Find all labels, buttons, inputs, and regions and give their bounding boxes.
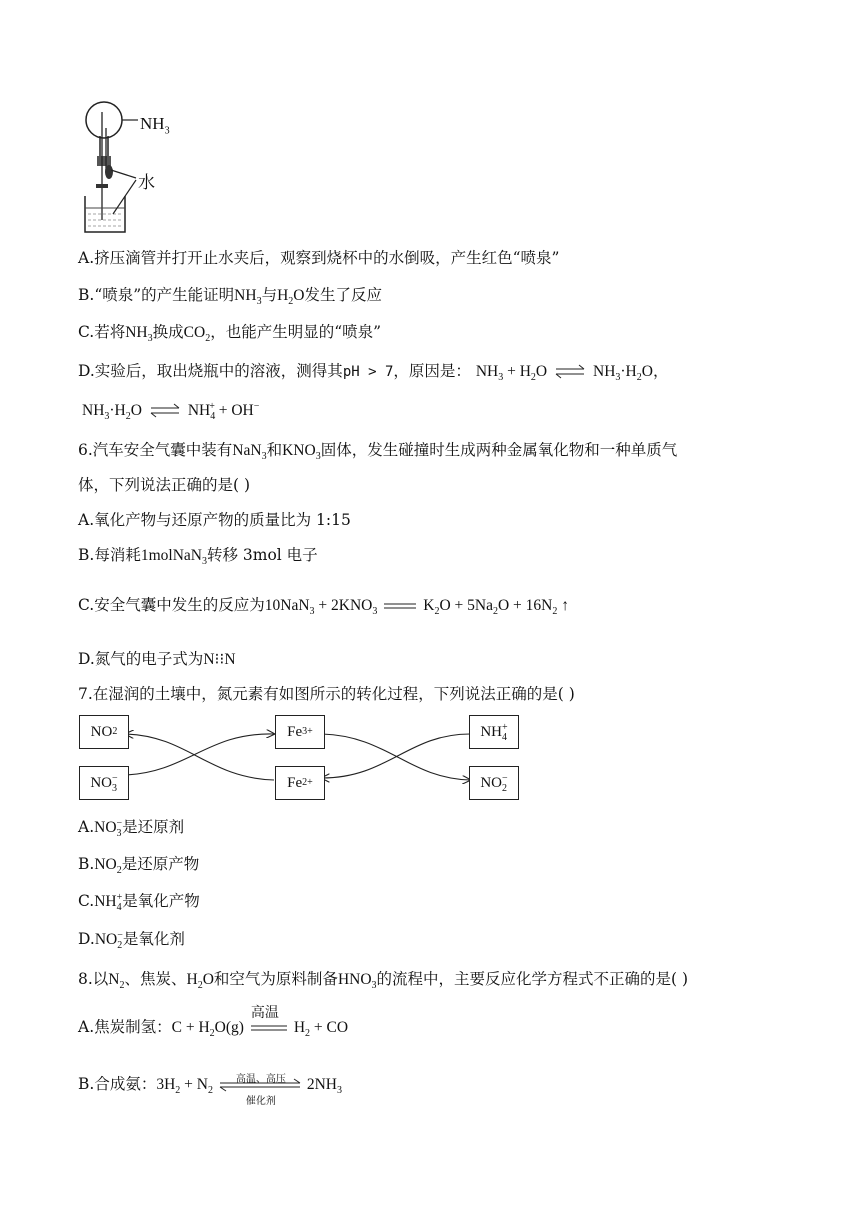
box-no2: NO 2 xyxy=(79,715,129,749)
box-fe3: Fe 3+ xyxy=(275,715,325,749)
q5-option-b: B.“喷泉”的产生能证明$NH_3$与$H_2O$发生了反应 xyxy=(78,286,382,308)
water-label: 水 xyxy=(138,173,155,193)
q8-option-b: B.合成氨：$3H_2 + N_2$ 高温、高压 催化剂 $2NH_3$ xyxy=(78,1074,342,1107)
q5-option-c: C.若将$NH_3$换成$CO_2$，也能产生明显的“喷泉” xyxy=(78,323,382,345)
q5-option-d: D.实验后，取出烧瓶中的溶液，测得其pH > 7，原因是： $NH_3 + H_2O$ $NH_3\cdot H_2O$， xyxy=(78,362,669,384)
q6-option-b: B.每消耗1molNaN$_3$转移 3mol 电子 xyxy=(78,546,318,568)
q5-option-a: A.挤压滴管并打开止水夹后，观察到烧杯中的水倒吸，产生红色“喷泉” xyxy=(78,249,560,267)
q6-stem-line1: 6.汽车安全气囊中装有NaN$_3$和$KNO_3$固体，发生碰撞时生成两种金属氧化物和一种单质气 xyxy=(78,441,678,463)
box-nh4-plus: $NH_4^+$ xyxy=(469,715,519,749)
q6-stem-line2: 体，下列说法正确的是( ) xyxy=(78,476,251,494)
q8-option-a: A.焦炭制氢：$C + H_2O(g)$ 高温 $H_2$ + CO xyxy=(78,1005,349,1040)
q7-option-a: $A.NO_3^-$是还原剂 xyxy=(78,817,185,840)
box-no2-minus: $NO_2^-$ xyxy=(469,766,519,800)
q6-option-a: A.氧化产物与还原产物的质量比为 1:15 xyxy=(78,511,351,529)
q5-option-d-equation2: $NH_3\cdot H_2O$ $NH_4^+ + OH^-$ xyxy=(82,400,260,423)
q8-stem: 8.以$N_2$、焦炭、$H_2O$和空气为原料制备$HNO_3$的流程中，主要反应化学方程式不正确的是( ) xyxy=(78,970,689,992)
q7-option-d: $D.NO_2^-$是氧化剂 xyxy=(78,929,185,952)
q7-option-c: $C.NH_4^+$是氧化产物 xyxy=(78,891,200,914)
fountain-apparatus-figure xyxy=(80,98,190,238)
gas-label: $NH_3$ xyxy=(140,114,170,137)
box-no3-minus: $NO_3^-$ xyxy=(79,766,129,800)
q7-stem: 7.在湿润的土壤中，氮元素有如图所示的转化过程，下列说法正确的是( ) xyxy=(78,685,575,703)
q7-option-b: $B.NO_2$是还原产物 xyxy=(78,855,200,877)
q6-option-c: C.安全气囊中发生的反应为$10NaN_3 + 2KNO_3$ $K_2O + 5Na_2O + 16N_2$ ↑ xyxy=(78,596,569,618)
box-fe2: Fe 2+ xyxy=(275,766,325,800)
q6-option-d: D.氮气的电子式为N⁝⁝N xyxy=(78,650,236,668)
